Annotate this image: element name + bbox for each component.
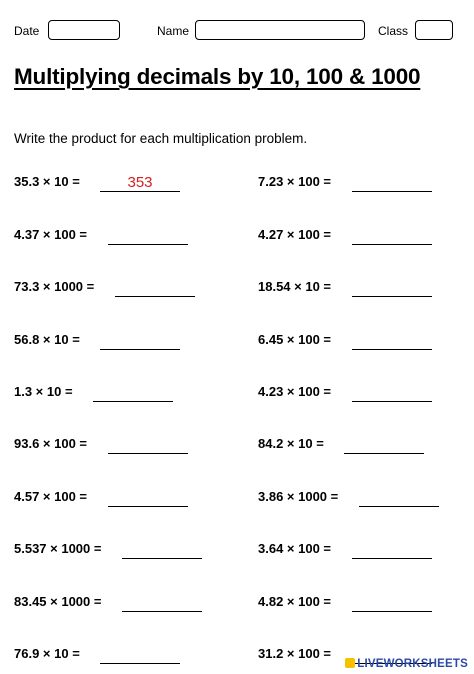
problem-item — [14, 172, 224, 192]
answer-field[interactable] — [359, 485, 439, 507]
problem-expression: 5.537 × 1000 = — [14, 541, 102, 556]
answer-input[interactable] — [352, 382, 432, 402]
answer-field[interactable] — [352, 590, 432, 612]
problem-item — [14, 644, 224, 664]
answer-field[interactable] — [344, 432, 424, 454]
problem-item — [258, 592, 468, 612]
answer-input[interactable] — [100, 644, 180, 664]
problem-item — [14, 277, 224, 297]
date-label: Date — [14, 24, 40, 38]
name-label: Name — [157, 24, 190, 38]
answer-input[interactable] — [352, 592, 432, 612]
answer-input[interactable] — [93, 382, 173, 402]
problem-expression: 4.82 × 100 = — [258, 594, 332, 609]
problem-expression: 31.2 × 100 = — [258, 646, 332, 661]
problem-expression: 4.23 × 100 = — [258, 384, 332, 399]
problem-expression: 76.9 × 10 = — [14, 646, 80, 661]
instructions-text: Write the product for each multiplication problem. — [14, 131, 308, 146]
problem-item — [258, 330, 468, 350]
logo-mark-icon — [345, 658, 355, 668]
answer-field[interactable] — [352, 380, 432, 402]
answer-field[interactable] — [108, 432, 188, 454]
worksheet-title: Multiplying decimals by 10, 100 & 1000 — [14, 64, 421, 89]
problem-item — [258, 487, 468, 507]
problem-expression: 93.6 × 100 = — [14, 436, 88, 451]
problem-item — [258, 172, 468, 192]
problem-expression: 35.3 × 10 = — [14, 174, 80, 189]
answer-input[interactable] — [352, 277, 432, 297]
answer-field[interactable] — [352, 223, 432, 245]
answer-field[interactable] — [352, 537, 432, 559]
problem-item — [14, 330, 224, 350]
answer-field[interactable] — [352, 170, 432, 192]
problem-item — [14, 382, 224, 402]
class-field[interactable] — [415, 20, 453, 40]
answer-input[interactable] — [100, 330, 180, 350]
answer-field[interactable] — [100, 328, 180, 350]
problem-expression: 83.45 × 1000 = — [14, 594, 102, 609]
problem-expression: 18.54 × 10 = — [258, 279, 332, 294]
answer-input[interactable] — [359, 487, 439, 507]
answer-field[interactable] — [93, 380, 173, 402]
date-field[interactable] — [48, 20, 120, 40]
problem-item — [14, 487, 224, 507]
answer-input[interactable] — [352, 225, 432, 245]
problem-item — [14, 225, 224, 245]
problem-expression: 73.3 × 1000 = — [14, 279, 95, 294]
problem-expression: 7.23 × 100 = — [258, 174, 332, 189]
class-label: Class — [378, 24, 409, 38]
problem-expression: 4.37 × 100 = — [14, 227, 88, 242]
name-field[interactable] — [195, 20, 365, 40]
problem-expression: 6.45 × 100 = — [258, 332, 332, 347]
problem-expression: 56.8 × 10 = — [14, 332, 80, 347]
problem-expression: 3.86 × 1000 = — [258, 489, 339, 504]
answer-input[interactable] — [352, 172, 432, 192]
answer-field[interactable] — [108, 485, 188, 507]
problem-item — [258, 225, 468, 245]
answer-input[interactable] — [122, 539, 202, 559]
problem-item — [258, 434, 468, 454]
answer-input[interactable] — [108, 487, 188, 507]
liveworksheets-logo — [345, 658, 468, 670]
problem-item — [258, 382, 468, 402]
answer-input[interactable] — [352, 539, 432, 559]
problem-item — [14, 592, 224, 612]
logo-text: LIVEWORKSHEETS — [357, 658, 468, 670]
problem-expression: 1.3 × 10 = — [14, 384, 73, 399]
answer-input[interactable] — [100, 172, 180, 192]
problem-item — [14, 434, 224, 454]
problem-expression: 84.2 × 10 = — [258, 436, 324, 451]
problem-item — [258, 539, 468, 559]
answer-field[interactable] — [100, 170, 180, 192]
answer-input[interactable] — [115, 277, 195, 297]
answer-input[interactable] — [122, 592, 202, 612]
answer-input[interactable] — [344, 434, 424, 454]
problem-item — [258, 277, 468, 297]
problem-item — [14, 539, 224, 559]
answer-input[interactable] — [108, 434, 188, 454]
answer-field[interactable] — [100, 642, 180, 664]
problem-expression: 3.64 × 100 = — [258, 541, 332, 556]
answer-input[interactable] — [352, 330, 432, 350]
answer-input[interactable] — [108, 225, 188, 245]
problem-expression: 4.57 × 100 = — [14, 489, 88, 504]
answer-field[interactable] — [122, 590, 202, 612]
answer-field[interactable] — [108, 223, 188, 245]
answer-field[interactable] — [352, 275, 432, 297]
problem-expression: 4.27 × 100 = — [258, 227, 332, 242]
answer-field[interactable] — [352, 328, 432, 350]
answer-field[interactable] — [115, 275, 195, 297]
answer-field[interactable] — [122, 537, 202, 559]
